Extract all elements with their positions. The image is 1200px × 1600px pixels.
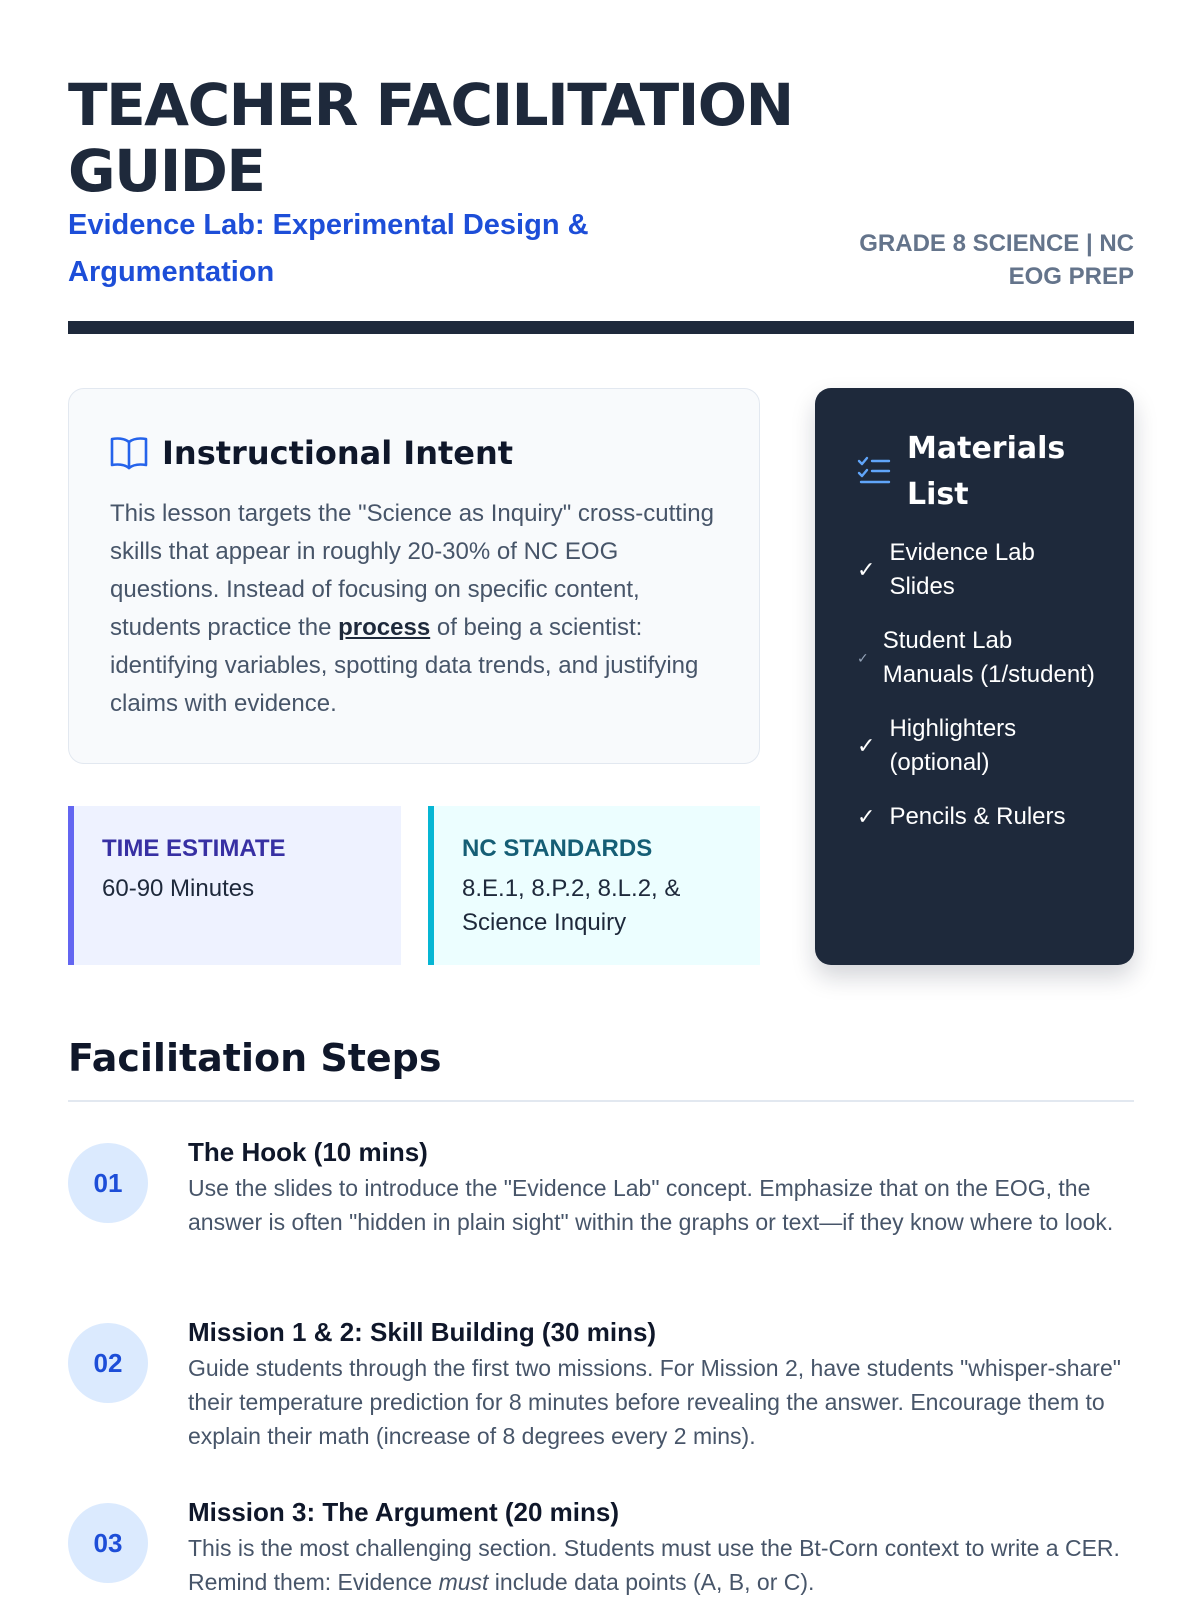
material-label: Student Lab Manuals (1/student) bbox=[882, 627, 1095, 688]
step-content bbox=[188, 1313, 1134, 1453]
step-description: Use the slides to introduce the "Evidence Lab" concept. Emphasize that on the EOG, the answer is often "hidden in plain sight" within the graphs or text—if they know where to look. bbox=[188, 1175, 1114, 1235]
intent-body-text: This lesson targets the "Science as Inquiry" cross-cutting skills that appear in roughly 20-30% of NC EOG questions. Instead of focusing on specific content, students practice the bbox=[110, 500, 714, 641]
intent-heading bbox=[110, 431, 719, 475]
intent-body bbox=[110, 495, 719, 723]
materials-list-card bbox=[815, 388, 1134, 965]
intent-title: Instructional Intent bbox=[162, 434, 514, 472]
intent-body-text-end: of being a scientist: identifying variables, spotting data trends, and justifying claims with evidence. bbox=[110, 614, 699, 717]
header-divider bbox=[68, 321, 1134, 334]
material-label: Highlighters (optional) bbox=[889, 715, 1017, 776]
intent-body-emphasis: process bbox=[338, 614, 431, 641]
list-item bbox=[857, 536, 1104, 604]
checklist-icon bbox=[857, 455, 891, 490]
materials-title-line1: Materials bbox=[907, 431, 1066, 466]
page-title: TEACHER FACILITATION GUIDE bbox=[68, 71, 793, 205]
book-open-icon bbox=[110, 436, 148, 470]
nc-standards-box bbox=[428, 806, 760, 965]
check-icon: ✓ bbox=[857, 804, 876, 829]
materials-list bbox=[857, 536, 1104, 834]
step-description-text-end: include data points (A, B, or C). bbox=[488, 1569, 815, 1595]
step-heading: The Hook (10 mins) bbox=[188, 1137, 428, 1167]
step-heading: Mission 3: The Argument (20 mins) bbox=[188, 1497, 619, 1527]
step-content bbox=[188, 1493, 1134, 1599]
time-estimate-label: TIME ESTIMATE bbox=[102, 835, 286, 862]
check-icon: ✓ bbox=[857, 557, 876, 582]
step-description-emphasis: must bbox=[438, 1569, 489, 1595]
time-estimate-value: 60-90 Minutes bbox=[102, 875, 255, 902]
check-icon: ✓ bbox=[857, 650, 869, 666]
list-item bbox=[857, 800, 1104, 834]
step-description: Guide students through the first two missions. For Mission 2, have students "whisper-share" their temperature prediction for 8 minutes before revealing the answer. Encourage them to explain their math (increase of 8 degrees every 2 mins). bbox=[188, 1355, 1121, 1449]
steps-divider bbox=[68, 1100, 1134, 1102]
nc-standards-label: NC STANDARDS bbox=[462, 835, 653, 862]
step-heading: Mission 1 & 2: Skill Building (30 mins) bbox=[188, 1317, 657, 1347]
list-item bbox=[857, 712, 1104, 780]
page-header bbox=[68, 71, 1134, 290]
step-description-text: This is the most challenging section. Students must use the Bt-Corn context to write a CER. Remind them: Evidence bbox=[188, 1535, 1120, 1595]
materials-title bbox=[907, 426, 1065, 518]
grade-tag: GRADE 8 SCIENCE | NC EOG PREP bbox=[859, 230, 1134, 290]
materials-heading bbox=[857, 426, 1104, 518]
material-label: Pencils & Rulers bbox=[889, 803, 1066, 830]
time-estimate-box bbox=[68, 806, 401, 965]
list-item bbox=[857, 624, 1104, 692]
step-number-badge: 03 bbox=[68, 1503, 148, 1583]
page-subtitle: Evidence Lab: Experimental Design & Argumentation bbox=[68, 209, 589, 288]
step-description bbox=[188, 1531, 1134, 1599]
facilitation-steps-title: Facilitation Steps bbox=[68, 1036, 442, 1080]
instructional-intent-card bbox=[68, 388, 760, 764]
materials-title-line2: List bbox=[907, 477, 969, 512]
step-number-badge: 02 bbox=[68, 1323, 148, 1403]
nc-standards-value: 8.E.1, 8.P.2, 8.L.2, & Science Inquiry bbox=[462, 875, 681, 936]
material-label: Evidence Lab Slides bbox=[889, 539, 1035, 600]
step-number-badge: 01 bbox=[68, 1143, 148, 1223]
check-icon: ✓ bbox=[857, 733, 876, 758]
step-content bbox=[188, 1133, 1134, 1239]
